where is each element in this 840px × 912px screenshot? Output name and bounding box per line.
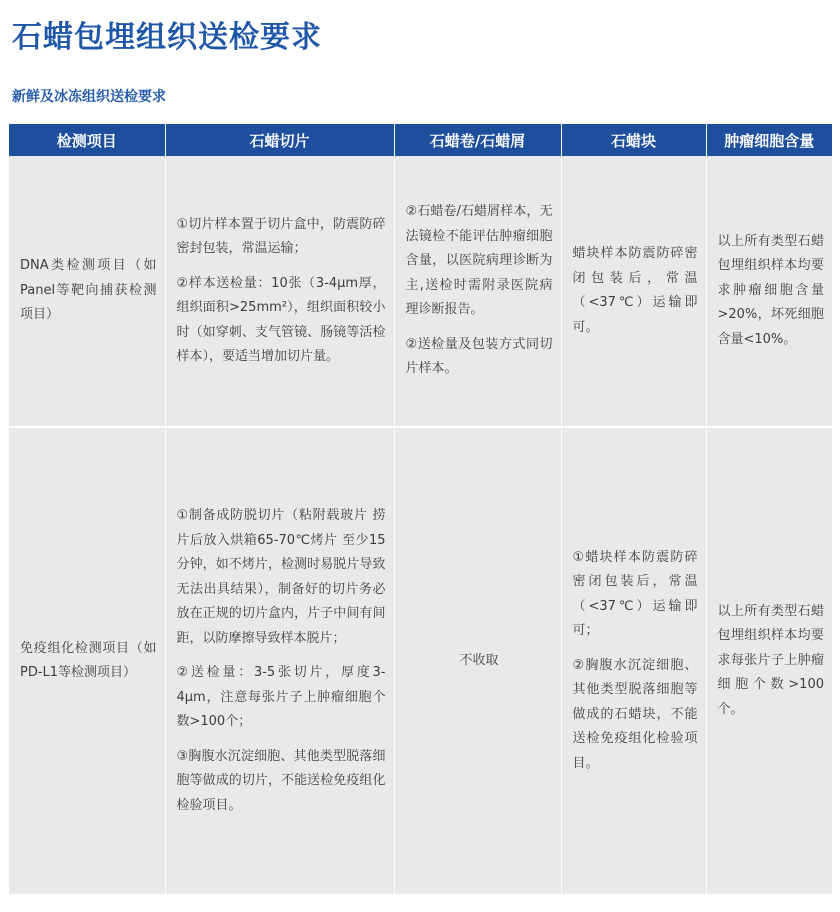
cell-ihc-tumor bbox=[706, 427, 832, 895]
cell-ihc-test-item bbox=[9, 427, 165, 895]
header-paraffin-block: 石蜡块 bbox=[561, 124, 706, 156]
cell-text: DNA类检测项目（如Panel等靶向捕获检测项目） bbox=[20, 258, 157, 323]
cell-ihc-block bbox=[561, 427, 706, 895]
cell-dna-slice bbox=[165, 156, 394, 427]
cell-text: ②样本送检量：10张（3-4μm厚，组织面积>25mm²），组织面积较小时（如穿刺、支气管镜、肠镜等活检样本），要适当增加切片量。 bbox=[176, 275, 386, 364]
cell-text: ②送检量：3-5张切片，厚度3-4μm，注意每张片子上肿瘤细胞个数>100个； bbox=[176, 665, 386, 729]
cell-dna-tumor bbox=[706, 156, 832, 427]
cell-text: 不收取 bbox=[459, 652, 499, 668]
table-header-row bbox=[9, 124, 832, 156]
header-tumor-content: 肿瘤细胞含量 bbox=[706, 124, 832, 156]
cell-dna-block bbox=[561, 156, 706, 427]
cell-ihc-roll bbox=[394, 427, 561, 895]
cell-text: ①制备成防脱切片（粘附载玻片 捞片后放入烘箱65-70℃烤片 至少15分钟，如不烤片，检测时易脱片导致无法出具结果），制备好的切片务必放在正规的切片盒内，片子中间有间距，以防摩擦导致样本脱片； bbox=[176, 508, 386, 646]
cell-text: ①切片样本置于切片盒中，防震防碎密封包装，常温运输； bbox=[176, 216, 386, 256]
table-row bbox=[9, 427, 832, 895]
cell-text: ②胸腹水沉淀细胞、其他类型脱落细胞等做成的石蜡块，不能送检免疫组化检验项目。 bbox=[572, 657, 698, 771]
cell-text: 蜡块样本防震防碎密闭包装后，常温（<37℃）运输即可。 bbox=[572, 246, 698, 335]
header-paraffin-roll: 石蜡卷/石蜡屑 bbox=[394, 124, 561, 156]
cell-dna-roll bbox=[394, 156, 561, 427]
header-test-item: 检测项目 bbox=[9, 124, 165, 156]
page-title: 石蜡包埋组织送检要求 bbox=[12, 20, 322, 55]
requirements-table bbox=[9, 124, 832, 896]
cell-text: ②石蜡卷/石蜡屑样本，无法镜检不能评估肿瘤细胞含量，以医院病理诊断为主,送检时需附录医院病理诊断报告。 bbox=[405, 204, 553, 318]
cell-ihc-slice bbox=[165, 427, 394, 895]
header-paraffin-slice: 石蜡切片 bbox=[165, 124, 394, 156]
cell-text: 免疫组化检测项目（如PD-L1等检测项目） bbox=[20, 640, 157, 680]
cell-text: ③胸腹水沉淀细胞、其他类型脱落细胞等做成的切片，不能送检免疫组化检验项目。 bbox=[176, 748, 386, 813]
cell-dna-test-item bbox=[9, 156, 165, 427]
cell-text: ①蜡块样本防震防碎密闭包装后，常温（<37℃）运输即可； bbox=[572, 549, 698, 639]
cell-text: ②送检量及包装方式同切片样本。 bbox=[405, 336, 553, 377]
cell-text: 以上所有类型石蜡包埋组织样本均要求肿瘤细胞含量>20%，坏死细胞含量<10%。 bbox=[717, 233, 824, 347]
table-row bbox=[9, 156, 832, 427]
cell-text: 以上所有类型石蜡包埋组织样本均要求每张片子上肿瘤细胞个数>100个。 bbox=[717, 603, 824, 717]
section-subtitle: 新鲜及冰冻组织送检要求 bbox=[12, 89, 166, 105]
